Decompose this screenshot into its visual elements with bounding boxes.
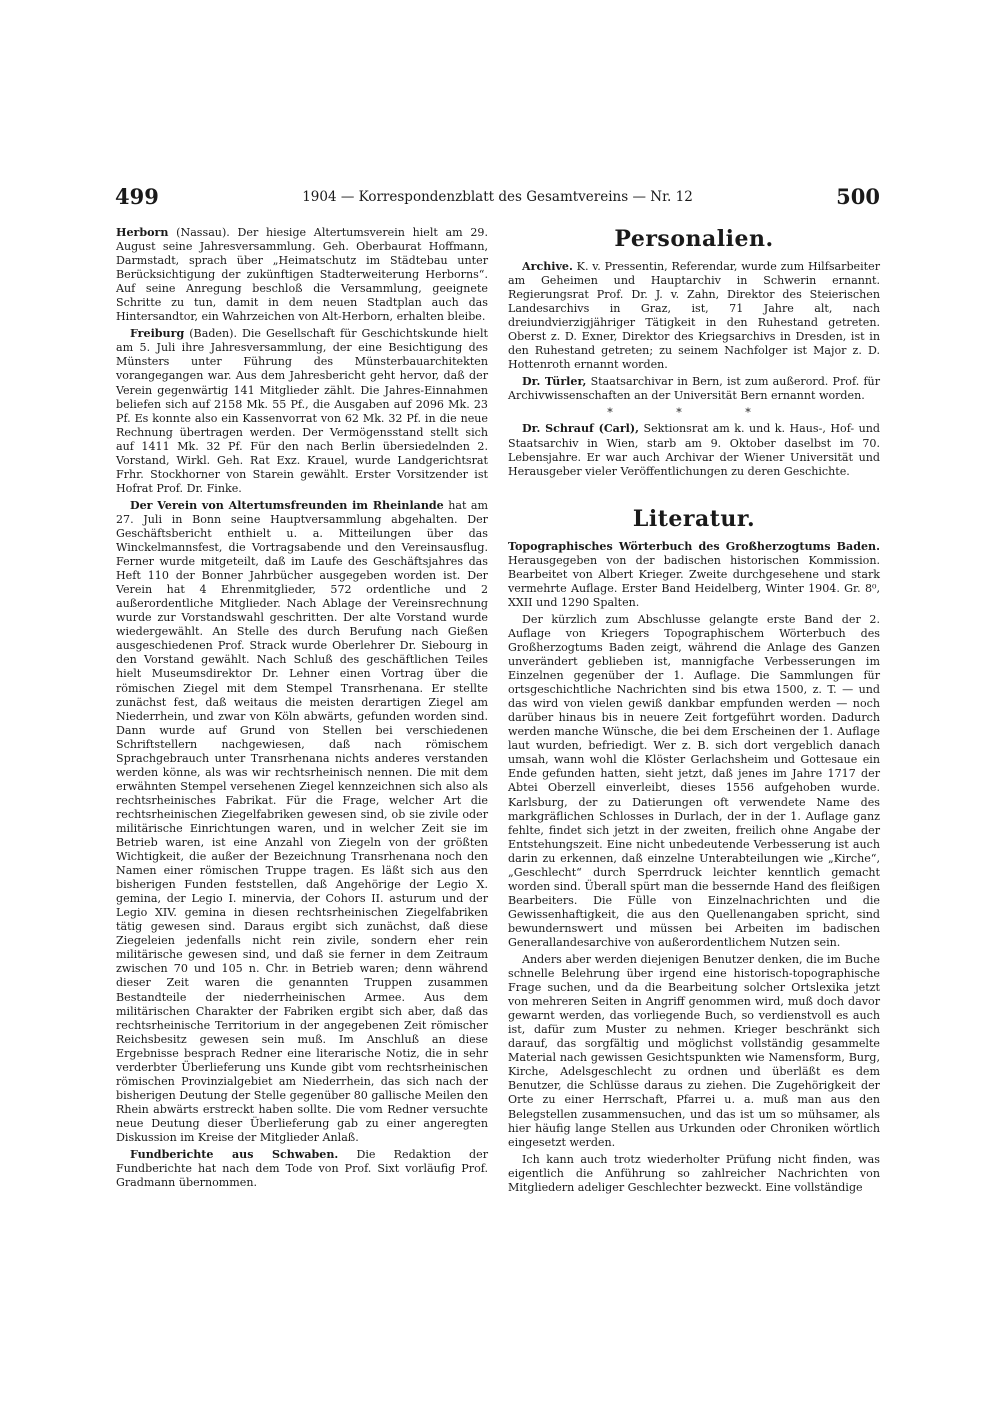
book-details: Herausgegeben von der badischen historischen Kommission. Bearbeitet von Albert Krieger. Zweite durchgesehene und stark vermehrte Auflage. Erster Band Heidelberg, Winter 1904. Gr. 8⁰, XXII und 1290 Spalten. <box>508 553 880 609</box>
article-text: (Baden). Die Gesellschaft für Geschichtskunde hielt am 5. Juli ihre Jahresversammlung, der eine Besichtigung des Münsters unter Führung des Münsterbauarchitekten vorangegangen war. Aus dem Jahresbericht geht hervor, daß der Verein gegenwärtig 141 Mitglieder zählt. Die Jahres-Einnahmen beliefen sich auf 2158 Mk. 55 Pf., die Ausgaben auf 2096 Mk. 23 Pf. Es konnte also ein Kassenvorrat von 62 Mk. 32 Pf. in die neue Rechnung übertragen werden. Der Vermögensstand stellt sich auf 1411 Mk. 32 Pf. Für den nach Berlin übersiedelnden 2. Vorstand, Wirkl. Geh. Rat Exz. Krauel, wurde Landgerichtsrat Frhr. Stockhorner von Starein gewählt. Erster Vorsitzender ist Hofrat Prof. Dr. Finke. <box>116 327 488 495</box>
page-number-left: 499 <box>115 184 159 209</box>
page-number-right: 500 <box>836 184 880 209</box>
right-column <box>508 226 880 1198</box>
entry-text: Sektionsrat am k. und k. Haus-, Hof- und Staatsarchiv in Wien, starb am 9. Oktober daselbst im 70. Lebensjahre. Er war auch Archivar der Wiener Universität und Herausgeber vieler Veröffentlichungen zu deren Geschichte. <box>508 422 880 478</box>
article-fundberichte <box>116 1148 488 1190</box>
article-title: Fundberichte aus Schwaben. <box>130 1148 339 1162</box>
entry-tuerler <box>508 375 880 403</box>
section-separator-stars: * * * <box>607 406 781 420</box>
section-heading-literatur: Literatur. <box>632 505 756 532</box>
entry-schrauf <box>508 422 880 478</box>
entry-text: Staatsarchivar in Bern, ist zum außerord. Prof. für Archivwissenschaften an der Universität Bern ernannt worden. <box>508 375 880 403</box>
entry-text: K. v. Pressentin, Referendar, wurde zum Hilfsarbeiter am Geheimen und Hauptarchiv in Schwerin ernannt. Regierungsrat Prof. Dr. J. v. Zahn, Direktor des Steierischen Landesarchivs in Graz, ist, 71 Jahre alt, nach dreiundvierzigjähriger Tätigkeit in den Ruhestand getreten. Oberst z. D. Exner, Direktor des Kriegsarchivs in Dresden, ist in den Ruhestand getreten; zu seinem Nachfolger ist Major z. D. Hottenroth ernannt worden. <box>508 260 880 372</box>
book-entry <box>508 540 880 610</box>
page-header <box>115 184 880 214</box>
review-paragraph-3: Ich kann auch trotz wiederholter Prüfung nicht finden, was eigentlich die Anführung so zahlreicher Nachrichten von Mitgliedern adeliger Geschlechter bezweckt. Eine vollständige <box>508 1152 880 1194</box>
person-name: Dr. Schrauf (Carl), <box>522 422 640 436</box>
entry-label: Archive. <box>522 260 573 273</box>
article-text: Die Redaktion der Fundberichte hat nach dem Tode von Prof. Sixt vorläufig Prof. Gradmann übernommen. <box>116 1148 489 1190</box>
review-paragraph-2: Anders aber werden diejenigen Benutzer denken, die im Buche schnelle Belehrung über irgend eine historisch-topographische Frage suchen, und da die Bearbeitung solcher Ortslexika jetzt von mehreren Seiten in Angriff genommen wird, muß doch davor gewarnt werden, das vorliegende Buch, so verdienstvoll es auch ist, dafür zum Muster zu nehmen. Krieger beschränkt sich darauf, das sorgfältig und möglichst vollständig gesammelte Material nach gewissen Gesichtspunkten wie Namensform, Burg, Kirche, Adelsgeschlecht zu ordnen und überläßt es dem Benutzer, die Schlüsse daraus zu ziehen. Die Zugehörigkeit der Orte zu einer Herrschaft, Pfarrei u. a. muß man aus den Belegstellen zusammensuchen, und das ist um so mühsamer, als hier häufig lange Stellen aus Urkunden oder Chroniken wörtlich eingesetzt werden. <box>508 953 880 1149</box>
place-name: Freiburg <box>130 327 185 341</box>
article-rheinlande <box>116 499 488 1145</box>
article-freiburg <box>116 327 488 496</box>
running-title: 1904 — Korrespondenzblatt des Gesamtvereins — Nr. 12 <box>302 189 693 205</box>
society-name: Der Verein von Altertumsfreunden im Rheinlande <box>130 498 444 512</box>
article-herborn <box>116 226 488 324</box>
left-column <box>116 226 488 1193</box>
section-heading-personalien: Personalien. <box>614 226 774 252</box>
person-name: Dr. Türler, <box>522 375 587 389</box>
book-title: Topographisches Wörterbuch des Großherzogtums Baden. <box>508 539 880 553</box>
article-text: hat am 27. Juli in Bonn seine Hauptversammlung abgehalten. Der Geschäftsbericht enthielt u. a. Mitteilungen über das Winckelmannsfest, die Vortragsabende und den Vereinsausflug. Ferner wurde mitgeteilt, daß im Laufe des Geschäftsjahres das Heft 110 der Bonner Jahrbücher ausgegeben worden ist. Der Verein hat 4 Ehrenmitglieder, 572 ordentliche und 2 außerordentliche Mitglieder. Nach Ablage der Vereinsrechnung wurde zur Vorstandswahl geschritten. Der alte Vorstand wurde wiedergewählt. An Stelle des durch Berufung nach Gießen ausgeschiedenen Prof. Strack wurde Oberlehrer Dr. Siebourg in den Vorstand gewählt. Nach Schluß des geschäftlichen Teiles hielt Museumsdirektor Dr. Lehner einen Vortrag über die römischen Ziegel mit dem Stempel Transrhenana. Er stellte zunächst fest, daß weitaus die meisten derartigen Ziegel am Niederrhein, und zwar von Köln abwärts, gefunden worden sind. Dann wurde auf Grund von Stellen bei verschiedenen Schriftstellern nachgewiesen, daß nach römischem Sprachgebrauch unter Transrhenana nichts anderes verstanden werden könne, als was wir rechtsrheinisch nennen. Die mit dem erwähnten Stempel versehenen Ziegel kennzeichnen sich also als rechtsrheinisches Fabrikat. Für die Frage, welcher Art die rechtsrheinischen Ziegelfabriken gewesen sind, ob sie zivile oder militärische Einrichtungen waren, und in welcher Zeit sie im Betrieb waren, ist eine Anzahl von Ziegeln von der größten Wichtigkeit, die außer der Bezeichnung Transrhenana noch den Namen einer römischen Truppe tragen. Es läßt sich aus den bisherigen Funden feststellen, daß Angehörige der Legio X. gemina, der Legio I. minervia, der Cohors II. asturum und der Legio XIV. gemina in diesen rechtsrheinischen Ziegelfabriken tätig gewesen sind. Daraus ergibt sich zunächst, daß diese Ziegeleien jedenfalls nicht rein zivile, sondern eher rein militärische gewesen sind, und daß sie ferner in dem Zeitraum zwischen 70 und 105 n. Chr. in Betrieb waren; denn während dieser Zeit waren die genannten Truppen zusammen Bestandteile der niederrheinischen Armee. Aus dem militärischen Charakter der Fabriken ergibt sich aber, daß das rechtsrheinische Territorium in der angegebenen Zeit römischer Reichsbesitz gewesen sein muß. Im Anschluß an diese Ergebnisse besprach Redner eine literarische Notiz, die in sehr verderbter Überlieferung uns Kunde gibt vom rechtsrheinischen römischen Provinzialgebiet am Niederrhein, das sich nach der bisherigen Deutung der Stelle gegenüber 80 gallische Meilen den Rhein abwärts erstreckt haben sollte. Die vom Redner versuchte neue Deutung dieser Überlieferung gab zu einer angeregten Diskussion im Kreise der Mitglieder Anlaß. <box>116 498 488 1144</box>
review-paragraph-1: Der kürzlich zum Abschlusse gelangte erste Band der 2. Auflage von Kriegers Topographischem Wörterbuch des Großherzogtums Baden zeigt, während die Anlage des Ganzen unverändert geblieben ist, mannigfache Verbesserungen im Einzelnen gegenüber der 1. Auflage. Die Sammlungen für ortsgeschichtliche Nachrichten sind bis etwa 1500, z. T. — und das wird von vielen gewiß dankbar empfunden werden — noch darüber hinaus bis in neuere Zeit fortgeführt worden. Dadurch werden manche Wünsche, die bei dem Erscheinen der 1. Auflage laut wurden, befriedigt. Wer z. B. sich dort vergeblich danach umsah, wann wohl die Klöster Gerlachsheim und Gottesaue ein Ende gefunden hatten, sieht jetzt, daß jenes im Jahre 1717 der Abtei Oberzell einverleibt, dieses 1556 aufgehoben wurde. Karlsburg, der zu Datierungen oft verwendete Name des markgräflichen Schlosses in Durlach, der in der 1. Auflage ganz fehlte, findet sich jetzt in der zweiten, freilich ohne Angabe der Entstehungszeit. Eine nicht unbedeutende Verbesserung ist auch darin zu erkennen, daß einzelne Unterabteilungen wie „Kirche“, „Geschlecht“ durch Sperrdruck leichter kenntlich gemacht worden sind. Überall spürt man die bessernde Hand des fleißigen Bearbeiters. Die Fülle von Einzelnachrichten und die Gewissenhaftigkeit, die aus den Quellenangaben spricht, sind bewundernswert und müssen bei Arbeiten im badischen Generallandesarchive von außerordentlichem Nutzen sein. <box>508 612 880 949</box>
entry-archive <box>508 260 880 372</box>
place-name: Herborn <box>116 226 169 239</box>
spacer <box>508 482 880 506</box>
article-text: (Nassau). Der hiesige Altertumsverein hielt am 29. August seine Jahresversammlung. Geh. Oberbaurat Hoffmann, Darmstadt, sprach über „Heimatschutz im Städtebau unter Berücksichtigung der zukünftigen Stadterweiterung Herborns“. Auf seine Anregung beschloß die Versammlung, geeignete Schritte zu tun, damit in dem neuen Stadtplan auch das Hintersandtor, ein Wahrzeichen von Alt-Herborn, erhalten bleibe. <box>116 226 489 324</box>
